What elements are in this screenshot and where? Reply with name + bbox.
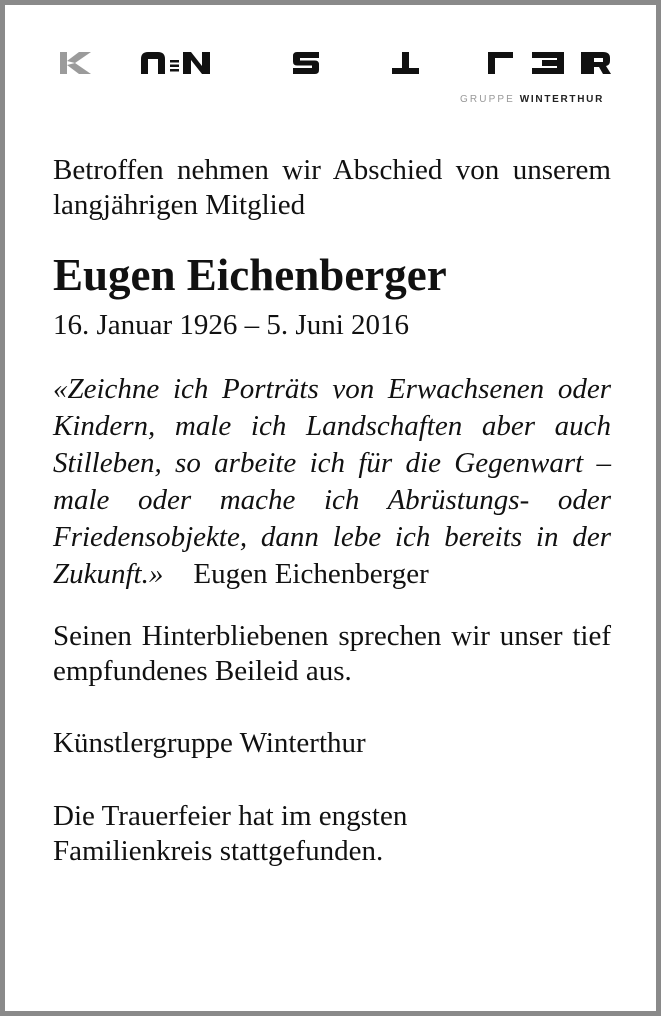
condolence-text: Seinen Hinterbliebenen sprechen wir unser tief empfundenes Beileid aus.	[53, 620, 611, 687]
deceased-name: Eugen Eichenberger	[53, 250, 447, 300]
kuenstlergruppe-logo	[57, 45, 612, 81]
logo-letter-e	[170, 60, 179, 72]
logo-letter-k	[60, 52, 91, 74]
logo-letter-n	[183, 52, 210, 74]
funeral-notice	[53, 799, 611, 869]
logo-subtitle-winterthur: WINTERTHUR	[519, 94, 604, 105]
logo-letter-r	[581, 52, 611, 74]
intro-text: Betroffen nehmen wir Abschied von unserem langjährigen Mitglied	[53, 154, 611, 221]
memorial-quote	[53, 371, 611, 593]
obituary-page	[5, 5, 656, 1011]
logo-subtitle-gruppe: GRUPPE	[460, 94, 515, 105]
funeral-notice-line-2: Familienkreis stattgefunden.	[53, 835, 384, 867]
funeral-notice-line-1: Die Trauerfeier hat im engsten	[53, 800, 408, 832]
logo-letter-u	[141, 52, 165, 74]
quote-text: «Zeichne ich Porträts von Erwachsenen oder Kindern, male ich Landschaften aber auch Stilleben, so arbeite ich für die Gegenwart – male oder mache ich Abrüstungs- oder Friedensobjekte, dann lebe ich bereits in der Zukunft.»	[53, 373, 611, 590]
logo-letter-s	[293, 52, 319, 74]
logo-subtitle	[460, 94, 604, 105]
logo-wordmark-icon	[57, 45, 612, 81]
quote-author: Eugen Eichenberger	[193, 558, 429, 590]
logo-letter-l	[488, 52, 513, 74]
logo-letter-t	[392, 52, 419, 74]
life-dates: 16. Januar 1926 – 5. Juni 2016	[53, 309, 410, 341]
signature-group: Künstlergruppe Winterthur	[53, 727, 366, 759]
obituary-content	[53, 153, 611, 869]
